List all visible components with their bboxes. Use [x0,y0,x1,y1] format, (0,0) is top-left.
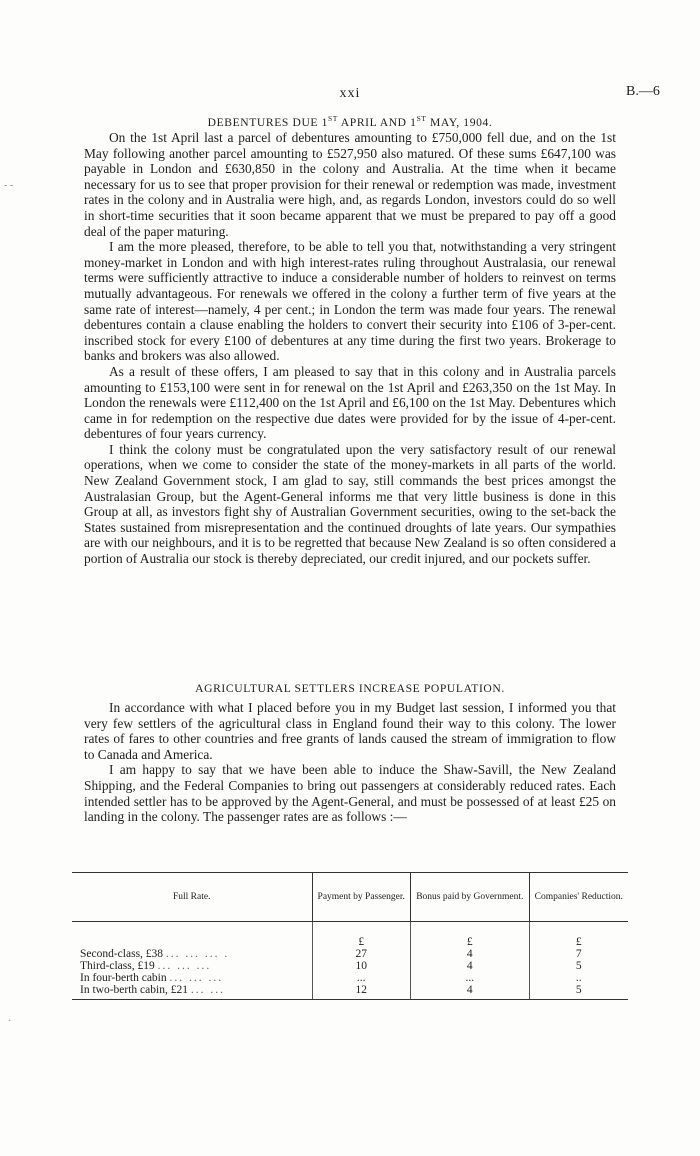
passenger-rates-table [72,872,628,1000]
reduction-cell: 5 [529,960,628,972]
margin-mark: - - [4,180,14,191]
document-id: B.—6 [626,84,660,99]
row-label: Second-class, £38 [80,948,164,960]
row-leader: ... ... [190,984,225,996]
unit-label: £ [529,922,628,949]
row-label: Third-class, £19 [80,960,155,972]
payment-cell: 10 [312,960,410,972]
page-number: xxi [339,86,361,101]
bonus-cell: 4 [410,960,529,972]
paragraph: I think the colony must be congratulated upon the very satisfactory result of our renewal operations, when we come to consider the state of the money-markets in all parts of the world. New Zealand Government stock, I am glad to say, still commands the best prices amongst the Australasian Group, but the Agent-General informs me that very little business is done in this Group at all, as investors fight shy of Australian Government securities, owing to the set-back the States sustained from misrepresentation and the continued droughts of late years. Our sympathies are with our neighbours, and it is to be regretted that because New Zealand is so often considered a portion of Australia our stock is thereby depreciated, our credit injured, and our pockets suffer. [84,441,616,567]
column-header-bonus: Bonus paid by Government. [410,873,529,922]
bonus-cell: ... [410,972,529,984]
row-label: In four-berth cabin [80,972,167,984]
section-body-debentures [84,130,616,567]
section-body-settlers [84,700,616,825]
row-label: In two-berth cabin, £21 [80,984,188,996]
row-leader: ... ... ... [157,960,212,972]
reduction-cell: 5 [529,984,628,1000]
table-units-row [72,922,628,949]
paragraph: I am the more pleased, therefore, to be able to tell you that, notwithstanding a very stringent money-market in London and with high interest-rates ruling throughout Australasia, our renewal terms were sufficiently attractive to induce a considerable number of holders to reinvest on terms mutually advantageous. For renewals we offered in the colony a further term of five years at the same rate of interest—namely, 4 per cent.; in London the term was made four years. The renewal debentures contain a clause enabling the holders to convert their security into £106 of 3-per-cent. inscribed stock for every £100 of debentures at any time during the first two years. Brokerage to banks and brokers was also allowed. [84,239,616,364]
margin-mark: · [8,1016,12,1027]
table-row [72,984,628,1000]
row-leader: ... ... ... [169,972,224,984]
paragraph: On the 1st April last a parcel of debentures amounting to £750,000 fell due, and on the 1st May following another parcel amounting to £527,950 also matured. Of these sums £647,100 was payable in London and £630,850 in the colony and Australia. At the time when it became necessary for us to see that proper provision for their renewal or redemption was made, investment rates in the colony and in Australia were high, and, as regards London, investors could do so well in short-time securities that it soon became apparent that we must be prepared to pay off a good deal of the paper maturing. [84,130,616,239]
column-header-reduction: Companies' Reduction. [529,873,628,922]
payment-cell: ... [312,972,410,984]
table-row [72,960,628,972]
section-heading-debentures: DEBENTURES DUE 1ST APRIL AND 1ST MAY, 1904. [207,114,493,129]
row-leader: ... ... ... . [165,948,230,960]
payment-cell: 12 [312,984,410,1000]
reduction-cell: .. [529,972,628,984]
paragraph: As a result of these offers, I am pleased to say that in this colony and in Australia parcels amounting to £153,100 were sent in for renewal on the 1st April and £263,350 on the 1st May. In London the renewals were £112,400 on the 1st April and £6,100 on the 1st May. Debentures which came in for redemption on the respective due dates were provided for by the issue of 4-per-cent. debentures of four years currency. [84,363,616,442]
column-header-full-rate: Full Rate. [72,873,312,922]
unit-label: £ [410,922,529,949]
reduction-cell: 7 [529,948,628,960]
table-row [72,972,628,984]
column-header-payment: Payment by Passenger. [312,873,410,922]
payment-cell: 27 [312,948,410,960]
table-row [72,948,628,960]
unit-label: £ [312,922,410,949]
bonus-cell: 4 [410,984,529,1000]
bonus-cell: 4 [410,948,529,960]
paragraph: I am happy to say that we have been able to induce the Shaw-Savill, the New Zealand Shipping, and the Federal Companies to bring out passengers at considerably reduced rates. Each intended settler has to be approved by the Agent-General, and must be possessed of at least £25 on landing in the colony. The passenger rates are as follows :— [84,762,616,825]
section-heading-settlers: AGRICULTURAL SETTLERS INCREASE POPULATION. [195,682,505,695]
paragraph: In accordance with what I placed before you in my Budget last session, I informed you that very few settlers of the agricultural class in England found their way to this colony. The lower rates of fares to other countries and free grants of lands caused the stream of immigration to flow to Canada and America. [84,700,616,762]
